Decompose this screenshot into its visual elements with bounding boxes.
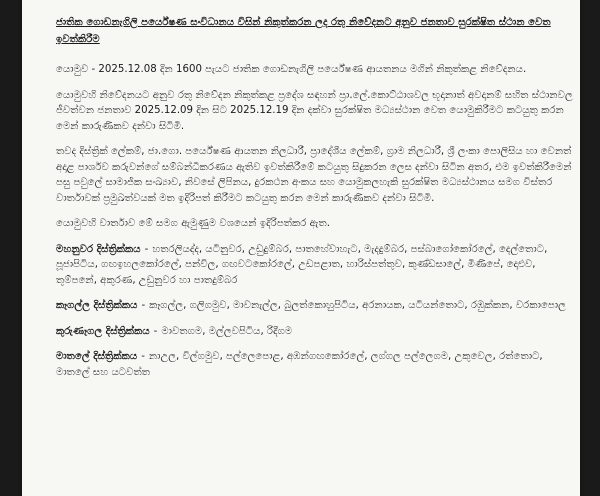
district-name: මාතලේ දිස්ත්‍රික්කය bbox=[56, 351, 138, 362]
separator: - bbox=[141, 351, 145, 362]
district-areas: නාඋල, විල්ගමුව, පල්ලෙපොළ, අඹන්ගඟකෝරලේ, ලග්ගල පල්ලෙගම, උකුවෙල, රත්තොට, මාතලේ සහ යටවත්ත bbox=[56, 351, 543, 378]
district-name: කෑගල්ල දිස්ත්‍රික්කය bbox=[56, 300, 138, 311]
district-areas: මාවතගම, මල්ලවපිටිය, රිදීගම bbox=[161, 325, 293, 337]
district-kurunegala bbox=[56, 324, 576, 340]
paragraph-evacuation: යොමුවහි නිවේදනයට අනුව රතු නිවේදන නිකුත්කළ ප්‍රදේශ සඳහන් ප්‍රා.ලේ.කොට්ඨාශවල භූදානාත් අවදානම් සහිත ස්ථානවල ජීවත්වන ජනතාව 2025.12.09 දින සිට 2025.12.19 දින දක්වා සුරක්ෂිත මධ්‍යස්ථාන වෙත යොමුකිරීමට කටයුතු කරන මෙන් කාරුණිකව දන්වා සිටිමි. bbox=[56, 89, 573, 132]
district-kandy bbox=[56, 242, 576, 289]
district-name: මහනුවර දිස්ත්‍රික්කය bbox=[56, 243, 141, 255]
separator: - bbox=[144, 243, 149, 255]
district-name: කුරුණෑගල දිස්ත්‍රික්කය bbox=[56, 325, 150, 337]
document-body bbox=[56, 14, 576, 390]
paragraph-coordination: තවද දිස්ත්‍රික් ලේකම්, ජා.ගො. පර්යේෂණ ආයතන නිලධාරී, ප්‍රාදේශීය ලේකම්, ග්‍රාම නිලධාරී, ශ්‍රී ලංකා පොලිසිය හා වෙනත් අදාළ පාර්ශව කරුවන්ගේ සම්බන්ධීකරණය ඇතිව ඉවත්කිරීමේ කටයුතු සිදුකරන ලෙස දන්වා සිටින අතර, එම ඉවත්කිරීමෙන් පසු පවුලේ සාමාජික සංඛ්‍යාව, නිවසේ ලිපිනය, දුරකථන අංකය සහ යොමුකලහැකි සුරක්ෂිත මධ්‍යස්ථානය සමග විස්තර වාර්තාවක් ප්‍රමුඛත්වයක් මත ඉදිරිපත් කිරීමට කටයුතු කරන මෙන් කාරුණිකව දන්වා සිටිමි. bbox=[56, 146, 572, 204]
reference-line: යොමුව - 2025.12.08 දින 1600 පැයට ජාතික ගොඩනැගිලි පර්යේෂණ ආයතනය මගින් නිකුත්කළ නිවේදනය. bbox=[56, 64, 527, 75]
district-areas: කෑගල්ල, ගලිගමුව, මාවනැල්ල, බුලත්කොහුපිටිය, අරනායක, යටියන්තොට, රඹුක්කන, වරකාපොල bbox=[149, 300, 566, 311]
district-matale bbox=[56, 349, 576, 380]
separator: - bbox=[141, 300, 146, 311]
document-page bbox=[22, 0, 580, 496]
document-heading: ජාතික ගොඩනැගිලි පර්යේෂණ සංවිධානය විසින් නිකුත්කරන ලද රතු නිවේදනට අනුව ජනතාව සුරක්ෂිත ස්ථාන වෙත ඉවත්කිරීම bbox=[56, 17, 551, 45]
district-kegalle bbox=[56, 298, 576, 314]
district-areas: හතරලියද්ද, යටිනුවර, උඩුදුම්බර, පාතහේවාහැට, මැදදුම්බර, පස්බාගෝකෝරලේ, දෙල්තොට, පූජාපිටිය, ගඟඉහලකෝරලේ, පන්විල, ගඟවටකෝරලේ, උඩපළාත, හාරිස්පත්තුව, කුණ්ඩසාලේ, මිණිපේ, දොළුව, තුම්පනේ, අකුරණ, උඩුනුවර හා පාතදුම්බර bbox=[56, 243, 548, 286]
paragraph-attachment: යොමුවහි වාර්තාව මේ සමග ඇමුණුම වශයෙන් ඉදිරිපත්කර ඇත. bbox=[56, 218, 330, 229]
separator: - bbox=[153, 325, 158, 337]
